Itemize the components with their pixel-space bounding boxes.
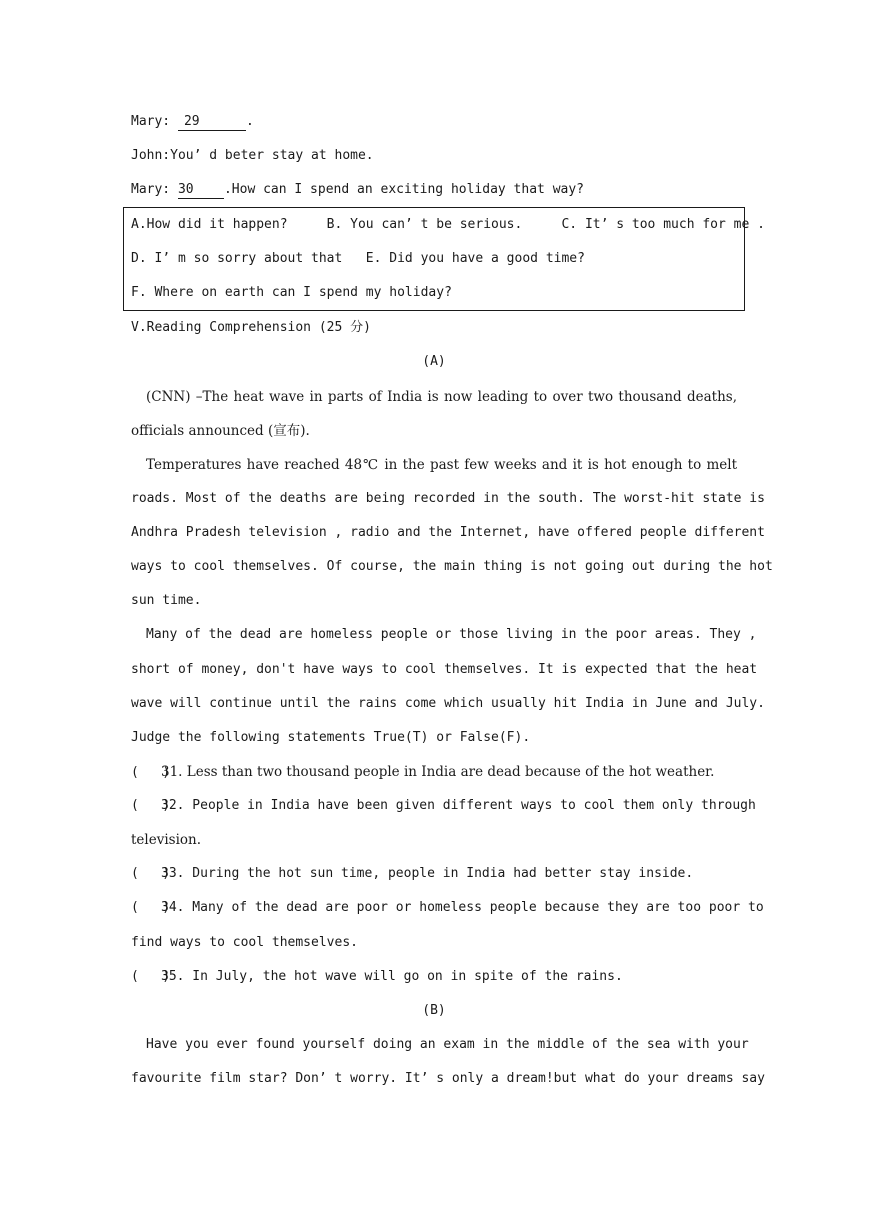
line-end: . [245,114,254,129]
passage-a-line: (CNN) –The heat wave in parts of India is now leading to over two thousand deaths, [146,389,737,405]
passage-a-line: sun time. [131,593,202,608]
question-text: 32. People in India have been given different ways to cool them only through [161,798,756,813]
passage-a-line: Many of the dead are homeless people or those living in the poor areas. They , [146,627,757,642]
dialogue-line-john: John:You’ d beter stay at home. [131,148,374,163]
passage-a-line: short of money, don't have ways to cool themselves. It is expected that the heat [131,662,758,677]
passage-a-line: officials announced (宣布). [131,423,310,439]
question-text: 34. Many of the dead are poor or homeless people because they are too poor to [161,900,764,915]
question-32 [131,796,756,816]
answer-paren[interactable]: ( ) [131,866,171,881]
options-row-1: A.How did it happen? B. You can’ t be serious. C. It’ s too much for me . [131,217,765,232]
question-33 [131,864,693,884]
passage-a-line: roads. Most of the deaths are being recorded in the south. The worst-hit state is [131,491,765,506]
answer-blank-29[interactable] [178,114,246,131]
question-text: 35. In July, the hot wave will go on in spite of the rains. [161,969,623,984]
dialogue-line-29 [131,112,254,132]
passage-a-line: ways to cool themselves. Of course, the main thing is not going out during the hot [131,559,773,574]
dialogue-line-30 [131,180,584,200]
passage-a-line: wave will continue until the rains come which usually hit India in June and July. [131,696,765,711]
answer-paren[interactable]: ( ) [131,900,171,915]
question-32-cont: television. [131,832,202,848]
question-text: 33. During the hot sun time, people in India had better stay inside. [161,866,694,881]
question-31 [131,762,714,783]
answer-blank-30[interactable] [178,182,224,199]
question-text: 31. Less than two thousand people in India are dead because of the hot weather. [161,764,715,780]
options-row-3: F. Where on earth can I spend my holiday? [131,285,452,300]
question-34-cont: find ways to cool themselves. [131,935,358,950]
blank-number: 30 [177,182,194,197]
passage-b-line: Have you ever found yourself doing an exam in the middle of the sea with your [146,1037,749,1052]
options-row-2: D. I’ m so sorry about that E. Did you have a good time? [131,251,585,266]
speaker-label: Mary: [131,114,178,129]
passage-a-line: Andhra Pradesh television , radio and the Internet, have offered people different [131,525,765,540]
instruction-text: Judge the following statements True(T) or False(F). [131,730,531,745]
part-b-label: (B) [422,1003,446,1018]
question-35 [131,967,623,987]
blank-number: 29 [183,114,200,129]
question-34 [131,898,764,918]
part-a-label: (A) [422,354,446,369]
answer-paren[interactable]: ( ) [131,969,171,984]
passage-a-line: Temperatures have reached 48℃ in the past few weeks and it is hot enough to melt [146,457,737,473]
passage-b-line: favourite film star? Don’ t worry. It’ s only a dream!but what do your dreams say [131,1071,765,1086]
line-rest: .How can I spend an exciting holiday that way? [223,182,584,197]
speaker-label: Mary: [131,182,178,197]
section-title: V.Reading Comprehension (25 分) [131,320,371,335]
answer-paren[interactable]: ( ) [131,798,171,813]
answer-paren[interactable]: ( ) [131,765,171,780]
